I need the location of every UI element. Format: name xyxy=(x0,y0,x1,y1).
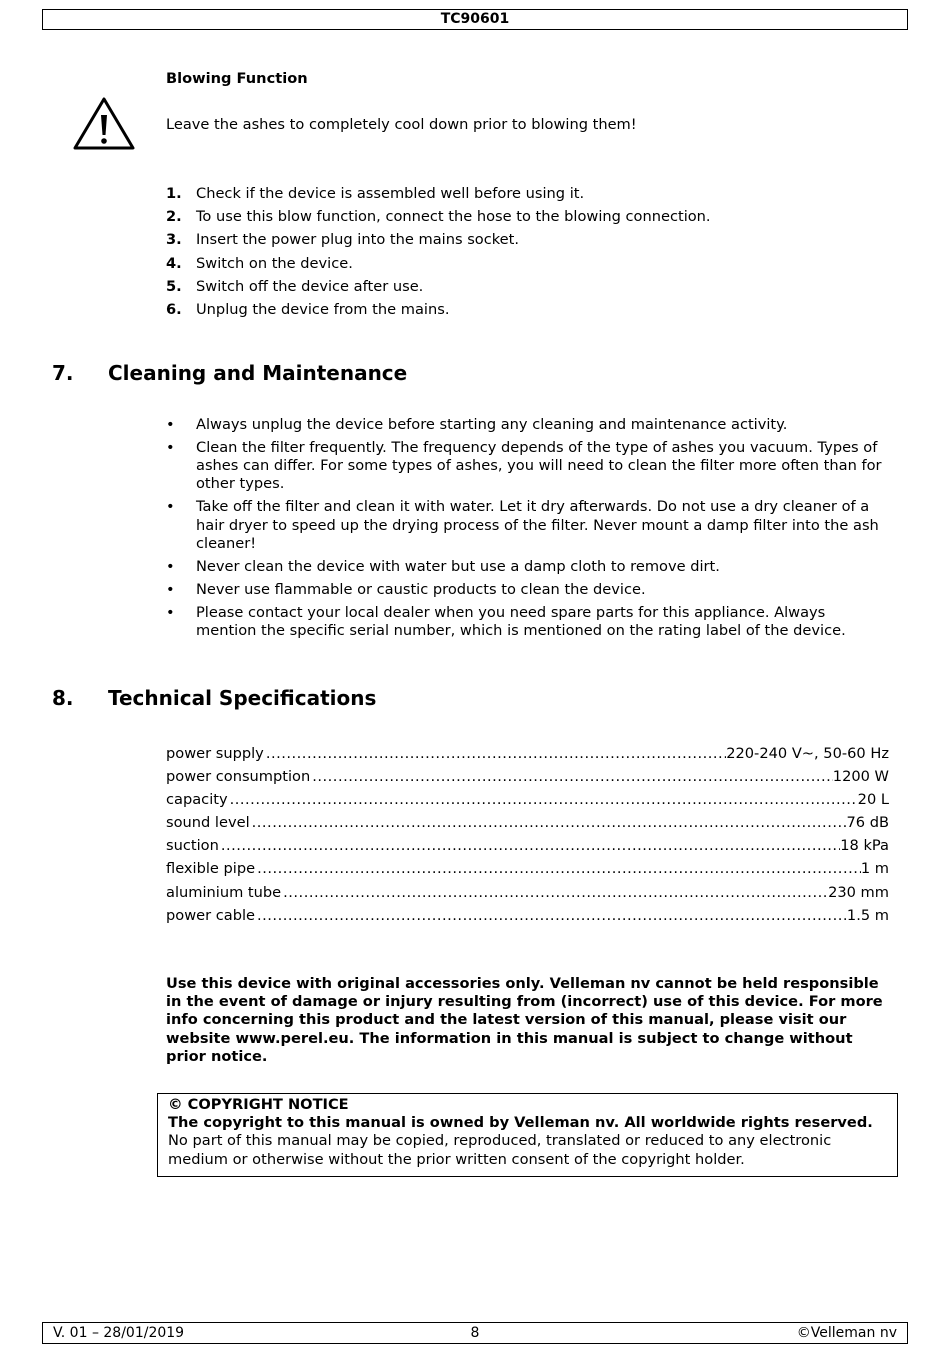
list-item: • Take off the filter and clean it with water. Let it dry afterwards. Do not use a dry cleaner of a hair dryer to speed up the drying process of the filter. Never mount a damp filter into the ash cleaner! xyxy=(166,498,879,552)
section-number: 8. xyxy=(52,686,74,710)
copyright-text: No part of this manual may be copied, reproduced, translated or reduced to any electronic medium or otherwise without the prior written consent of the copyright holder. xyxy=(168,1132,832,1168)
footer-page-number: 8 xyxy=(470,1325,480,1341)
spec-value: 18 kPa xyxy=(840,837,889,855)
bullet-icon: • xyxy=(166,416,175,433)
list-item: 3. Insert the power plug into the mains socket. xyxy=(166,231,520,249)
bullet-icon: • xyxy=(166,603,175,621)
dot-leader xyxy=(255,857,861,880)
cleaning-bullet-list xyxy=(166,416,888,645)
spec-table xyxy=(166,742,889,927)
spec-row xyxy=(166,857,889,880)
spec-value: 1.5 m xyxy=(846,906,889,924)
dot-leader xyxy=(264,742,726,765)
list-item: 1. Check if the device is assembled well before using it. xyxy=(166,185,585,202)
dot-leader xyxy=(281,881,828,904)
page-header xyxy=(42,9,908,30)
dot-leader xyxy=(219,834,840,857)
header-title: TC90601 xyxy=(440,11,510,27)
list-item: • Please contact your local dealer when you need spare parts for this appliance. Always mention the specific serial number, which is mentioned on the rating label of the device. xyxy=(166,603,846,639)
spec-label: capacity xyxy=(166,791,228,809)
spec-row xyxy=(166,765,889,788)
blowing-function-heading: Blowing Function xyxy=(166,70,308,87)
dot-leader xyxy=(255,904,847,927)
spec-value: 1200 W xyxy=(832,768,889,786)
page-footer xyxy=(42,1322,908,1344)
spec-row xyxy=(166,881,889,904)
spec-row xyxy=(166,904,889,927)
list-item: • Never clean the device with water but use a damp cloth to remove dirt. xyxy=(166,557,720,575)
spec-row xyxy=(166,834,889,857)
section-title: Cleaning and Maintenance xyxy=(108,361,408,385)
spec-label: power supply xyxy=(166,745,264,762)
list-item: • Always unplug the device before starting any cleaning and maintenance activity. xyxy=(166,416,788,433)
spec-row xyxy=(166,742,889,765)
list-item: • Never use flammable or caustic products to clean the device. xyxy=(166,580,646,598)
spec-value: 1 m xyxy=(860,860,889,878)
copyright-heading: © COPYRIGHT NOTICE xyxy=(168,1096,349,1113)
spec-label: sound level xyxy=(166,814,250,832)
spec-label: aluminium tube xyxy=(166,883,282,901)
spec-label: flexible pipe xyxy=(166,860,256,878)
list-item: 5. Switch off the device after use. xyxy=(166,277,424,295)
spec-row xyxy=(166,788,889,811)
bullet-icon: • xyxy=(166,557,175,575)
bullet-icon: • xyxy=(166,438,175,456)
disclaimer-text: Use this device with original accessories only. Velleman nv cannot be held responsible in the event of damage or injury resulting from (incorrect) use of this device. For more info concerning this product and the latest version of this manual, please visit our website www.perel.eu. The information in this manual is subject to change without prior notice. xyxy=(166,975,883,1065)
bullet-icon: • xyxy=(166,580,175,598)
spec-value: 76 dB xyxy=(846,814,889,832)
blowing-steps-list xyxy=(166,182,711,321)
spec-label: power consumption xyxy=(166,768,311,786)
copyright-notice-box xyxy=(157,1093,898,1177)
spec-value: 220-240 V~, 50-60 Hz xyxy=(726,745,889,762)
dot-leader xyxy=(228,788,858,811)
spec-label: suction xyxy=(166,837,219,855)
dot-leader xyxy=(310,765,833,788)
footer-company: ©Velleman nv xyxy=(796,1325,897,1341)
footer-version: V. 01 – 28/01/2019 xyxy=(53,1325,185,1341)
list-item: 4. Switch on the device. xyxy=(166,254,353,272)
warning-triangle-icon xyxy=(72,96,136,152)
list-item: • Clean the filter frequently. The frequency depends of the type of ashes you vacuum. Types of ashes can differ. For some types of ashes, you will need to clean the filter more often than for other types. xyxy=(166,438,882,493)
list-item: 2. To use this blow function, connect the hose to the blowing connection. xyxy=(166,208,711,226)
section-number: 7. xyxy=(52,361,74,385)
copyright-bold-line: The copyright to this manual is owned by Velleman nv. All worldwide rights reserved. xyxy=(168,1114,873,1132)
list-item: 6. Unplug the device from the mains. xyxy=(166,300,450,318)
spec-value: 20 L xyxy=(857,791,889,809)
spec-value: 230 mm xyxy=(828,883,889,901)
dot-leader xyxy=(250,811,847,834)
warning-text: Leave the ashes to completely cool down prior to blowing them! xyxy=(166,116,637,133)
section-title: Technical Specifications xyxy=(108,686,377,710)
bullet-icon: • xyxy=(166,498,175,516)
spec-label: power cable xyxy=(166,906,256,924)
spec-row xyxy=(166,811,889,834)
